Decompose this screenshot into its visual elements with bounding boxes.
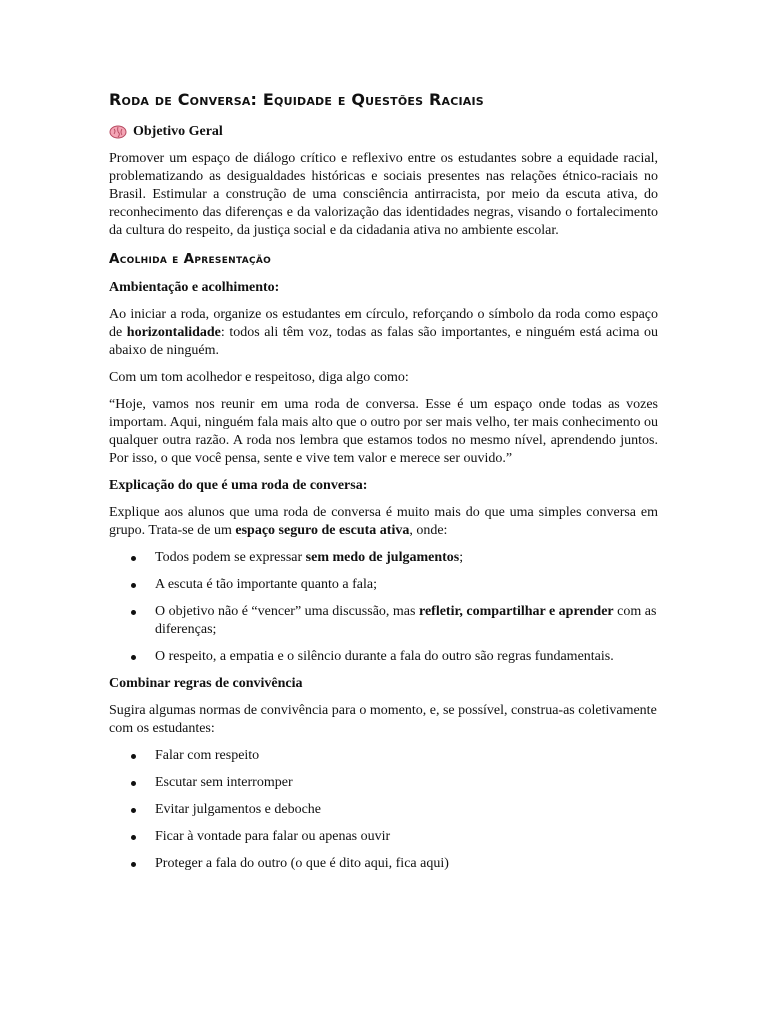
text-run: Ao iniciar a roda, organize os estudantes em círculo, reforçando o símbolo da roda como espaço de (109, 307, 658, 340)
bullet-icon (131, 556, 136, 561)
text-run: Explique aos alunos que uma roda de conversa é muito mais do que uma simples conversa em grupo. Trata-se de um (109, 505, 658, 538)
list-item (109, 648, 658, 666)
bullet-icon (131, 835, 136, 840)
list-item (109, 747, 658, 765)
ambientacao-paragraph-2: Com um tom acolhedor e respeitoso, diga algo como: (109, 370, 409, 385)
text-run: Proteger a fala do outro (o que é dito aqui, fica aqui) (155, 856, 449, 871)
regras-heading: Combinar regras de convivência (109, 676, 303, 691)
bullet-icon (131, 781, 136, 786)
text-run: Evitar julgamentos e deboche (155, 802, 321, 817)
regras-list (109, 747, 658, 873)
text-run: Escutar sem interromper (155, 775, 293, 790)
text-run: Ficar à vontade para falar ou apenas ouvir (155, 829, 391, 844)
document-body (109, 89, 658, 882)
text-run: com as diferenças; (155, 604, 657, 637)
objective-heading-row (109, 123, 658, 141)
list-item (109, 828, 658, 846)
text-run: Todos podem se expressar (155, 550, 306, 565)
list-item (109, 549, 658, 567)
list-item (109, 774, 658, 792)
ambientacao-heading: Ambientação e acolhimento: (109, 280, 280, 295)
bullet-icon (131, 754, 136, 759)
regras-paragraph: Sugira algumas normas de convivência para o momento, e, se possível, construa-as coletivamente com os estudantes: (109, 703, 657, 736)
bullet-icon (131, 808, 136, 813)
bold-run: espaço seguro de escuta ativa (235, 523, 410, 538)
brain-icon (109, 125, 127, 139)
bullet-icon (131, 862, 136, 867)
text-run: : todos ali têm voz, todas as falas são importantes, e ninguém está acima ou abaixo de ninguém. (109, 325, 658, 358)
list-item (109, 603, 658, 639)
bold-run: horizontalidade (126, 325, 221, 340)
explicacao-list (109, 549, 658, 666)
text-run: ; (459, 550, 464, 565)
ambientacao-paragraph-1 (109, 306, 658, 360)
bullet-icon (131, 583, 136, 588)
explicacao-paragraph (109, 504, 658, 540)
objective-heading: Objetivo Geral (133, 124, 223, 139)
list-item (109, 576, 658, 594)
text-run: Falar com respeito (155, 748, 260, 763)
bullet-icon (131, 655, 136, 660)
list-item (109, 801, 658, 819)
bullet-icon (131, 610, 136, 615)
text-run: A escuta é tão importante quanto a fala; (155, 577, 377, 592)
objective-text: Promover um espaço de diálogo crítico e reflexivo entre os estudantes sobre a equidade racial, problematizando as desigualdades históricas e sociais presentes nas relações étnico-raciais no Brasil. Estimular a construção de uma consciência antirracista, por meio da escuta ativa, do reconhecimento das diferenças e da valorização das identidades negras, visando o fortalecimento da cultura do respeito, da justiça social e da cidadania ativa no ambiente escolar. (109, 151, 658, 238)
bold-run: refletir, compartilhar e aprender (418, 604, 614, 619)
explicacao-heading: Explicação do que é uma roda de conversa: (109, 478, 368, 493)
text-run: , onde: (409, 523, 448, 538)
text-run: O respeito, a empatia e o silêncio durante a fala do outro são regras fundamentais. (155, 649, 614, 664)
quote-paragraph: “Hoje, vamos nos reunir em uma roda de conversa. Esse é um espaço onde todas as vozes importam. Aqui, ninguém fala mais alto que o outro por ser mais velho, ter mais conhecimento ou qualquer outra razão. A roda nos lembra que estamos todos no mesmo nível, aprendendo juntos. Por isso, o que você pensa, sente e vive tem valor e merece ser ouvido.” (109, 397, 658, 466)
section-heading: Acolhida e Apresentação (109, 251, 272, 267)
list-item (109, 855, 658, 873)
bold-run: sem medo de julgamentos (305, 550, 460, 565)
text-run: O objetivo não é “vencer” uma discussão, mas (155, 604, 419, 619)
document-title: Roda de Conversa: Equidade e Questões Raciais (109, 90, 484, 109)
